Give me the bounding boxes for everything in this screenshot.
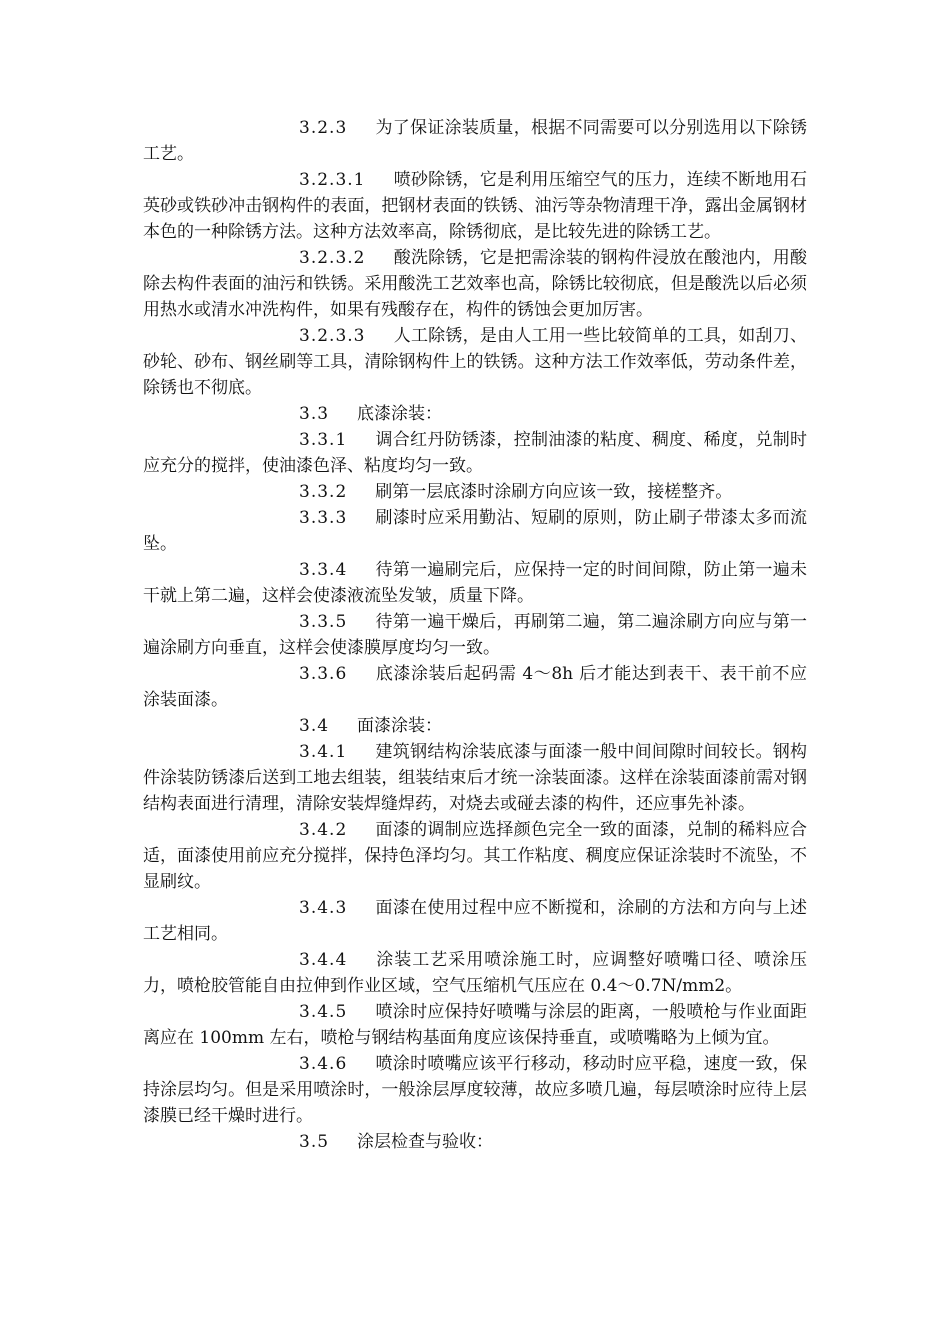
heading-3-5	[143, 1129, 807, 1155]
paragraph-text: 涂装工艺采用喷涂施工时，应调整好喷嘴口径、喷涂压力，喷枪胶管能自由拉伸到作业区域，空气压缩机气压应在 0.4～0.7N/mm2。	[143, 950, 807, 996]
paragraph-3-4-5	[143, 999, 807, 1051]
section-number: 3.4.2	[299, 820, 348, 840]
paragraph-3-4-6	[143, 1051, 807, 1129]
paragraph-text: 建筑钢结构涂装底漆与面漆一般中间间隙时间较长。钢构件涂装防锈漆后送到工地去组装，组装结束后才统一涂装面漆。这样在涂装面漆前需对钢结构表面进行清理，清除安装焊缝焊药，对烧去或碰去漆的构件，还应事先补漆。	[143, 742, 807, 814]
section-number: 3.3.1	[299, 430, 348, 450]
section-number: 3.4.5	[299, 1002, 348, 1022]
paragraph-text: 喷涂时喷嘴应该平行移动，移动时应平稳，速度一致，保持涂层均匀。但是采用喷涂时，一般涂层厚度较薄，故应多喷几遍，每层喷涂时应待上层漆膜已经干燥时进行。	[143, 1054, 807, 1126]
section-number: 3.2.3	[299, 118, 348, 138]
section-number: 3.4.4	[299, 950, 348, 970]
section-number: 3.2.3.2	[299, 248, 366, 268]
paragraph-text: 人工除锈，是由人工用一些比较简单的工具，如刮刀、砂轮、砂布、钢丝刷等工具，清除钢构件上的铁锈。这种方法工作效率低，劳动条件差，除锈也不彻底。	[143, 326, 807, 398]
section-number: 3.3.3	[299, 508, 348, 528]
paragraph-3-3-1	[143, 427, 807, 479]
section-number: 3.2.3.1	[299, 170, 366, 190]
section-number: 3.4.3	[299, 898, 348, 918]
paragraph-3-4-3	[143, 895, 807, 947]
paragraph-text: 调合红丹防锈漆，控制油漆的粘度、稠度、稀度，兑制时应充分的搅拌，使油漆色泽、粘度均匀一致。	[143, 430, 807, 476]
section-number: 3.4	[299, 716, 330, 736]
paragraph-3-4-2	[143, 817, 807, 895]
section-number: 3.5	[299, 1132, 330, 1152]
paragraph-text: 为了保证涂装质量，根据不同需要可以分别选用以下除锈工艺。	[143, 118, 807, 164]
heading-text: 涂层检查与验收：	[357, 1132, 494, 1152]
paragraph-3-2-3	[143, 115, 807, 167]
paragraph-text: 喷砂除锈，它是利用压缩空气的压力，连续不断地用石英砂或铁砂冲击钢构件的表面，把钢材表面的铁锈、油污等杂物清理干净，露出金属钢材本色的一种除锈方法。这种方法效率高，除锈彻底，是比较先进的除锈工艺。	[143, 170, 807, 242]
section-number: 3.2.3.3	[299, 326, 366, 346]
paragraph-text: 底漆涂装后起码需 4～8h 后才能达到表干、表干前不应涂装面漆。	[143, 664, 807, 710]
section-number: 3.3.4	[299, 560, 348, 580]
paragraph-3-3-6	[143, 661, 807, 713]
heading-3-4	[143, 713, 807, 739]
paragraph-3-3-4	[143, 557, 807, 609]
paragraph-text: 待第一遍刷完后，应保持一定的时间间隙，防止第一遍未干就上第二遍，这样会使漆液流坠发皱，质量下降。	[143, 560, 807, 606]
paragraph-text: 面漆的调制应选择颜色完全一致的面漆，兑制的稀料应合适，面漆使用前应充分搅拌，保持色泽均匀。其工作粘度、稠度应保证涂装时不流坠，不显刷纹。	[143, 820, 807, 892]
paragraph-text: 待第一遍干燥后，再刷第二遍，第二遍涂刷方向应与第一遍涂刷方向垂直，这样会使漆膜厚度均匀一致。	[143, 612, 807, 658]
paragraph-3-2-3-2	[143, 245, 807, 323]
paragraph-3-4-4	[143, 947, 807, 999]
paragraph-text: 刷第一层底漆时涂刷方向应该一致，接槎整齐。	[375, 482, 733, 502]
document-body	[143, 115, 807, 1155]
paragraph-3-4-1	[143, 739, 807, 817]
section-number: 3.4.1	[299, 742, 348, 762]
section-number: 3.3	[299, 404, 330, 424]
paragraph-text: 酸洗除锈，它是把需涂装的钢构件浸放在酸池内，用酸除去构件表面的油污和铁锈。采用酸洗工艺效率也高，除锈比较彻底，但是酸洗以后必须用热水或清水冲洗构件，如果有残酸存在，构件的锈蚀会更加厉害。	[143, 248, 807, 320]
section-number: 3.4.6	[299, 1054, 348, 1074]
paragraph-3-3-2	[143, 479, 807, 505]
paragraph-text: 面漆在使用过程中应不断搅和，涂刷的方法和方向与上述工艺相同。	[143, 898, 807, 944]
paragraph-text: 喷涂时应保持好喷嘴与涂层的距离，一般喷枪与作业面距离应在 100mm 左右，喷枪与钢结构基面角度应该保持垂直，或喷嘴略为上倾为宜。	[143, 1002, 807, 1048]
paragraph-3-3-5	[143, 609, 807, 661]
section-number: 3.3.6	[299, 664, 348, 684]
paragraph-text: 刷漆时应采用勤沾、短刷的原则，防止刷子带漆太多而流坠。	[143, 508, 807, 554]
heading-text: 底漆涂装：	[357, 404, 443, 424]
paragraph-3-3-3	[143, 505, 807, 557]
heading-text: 面漆涂装：	[357, 716, 443, 736]
paragraph-3-2-3-1	[143, 167, 807, 245]
section-number: 3.3.5	[299, 612, 348, 632]
section-number: 3.3.2	[299, 482, 348, 502]
heading-3-3	[143, 401, 807, 427]
paragraph-3-2-3-3	[143, 323, 807, 401]
